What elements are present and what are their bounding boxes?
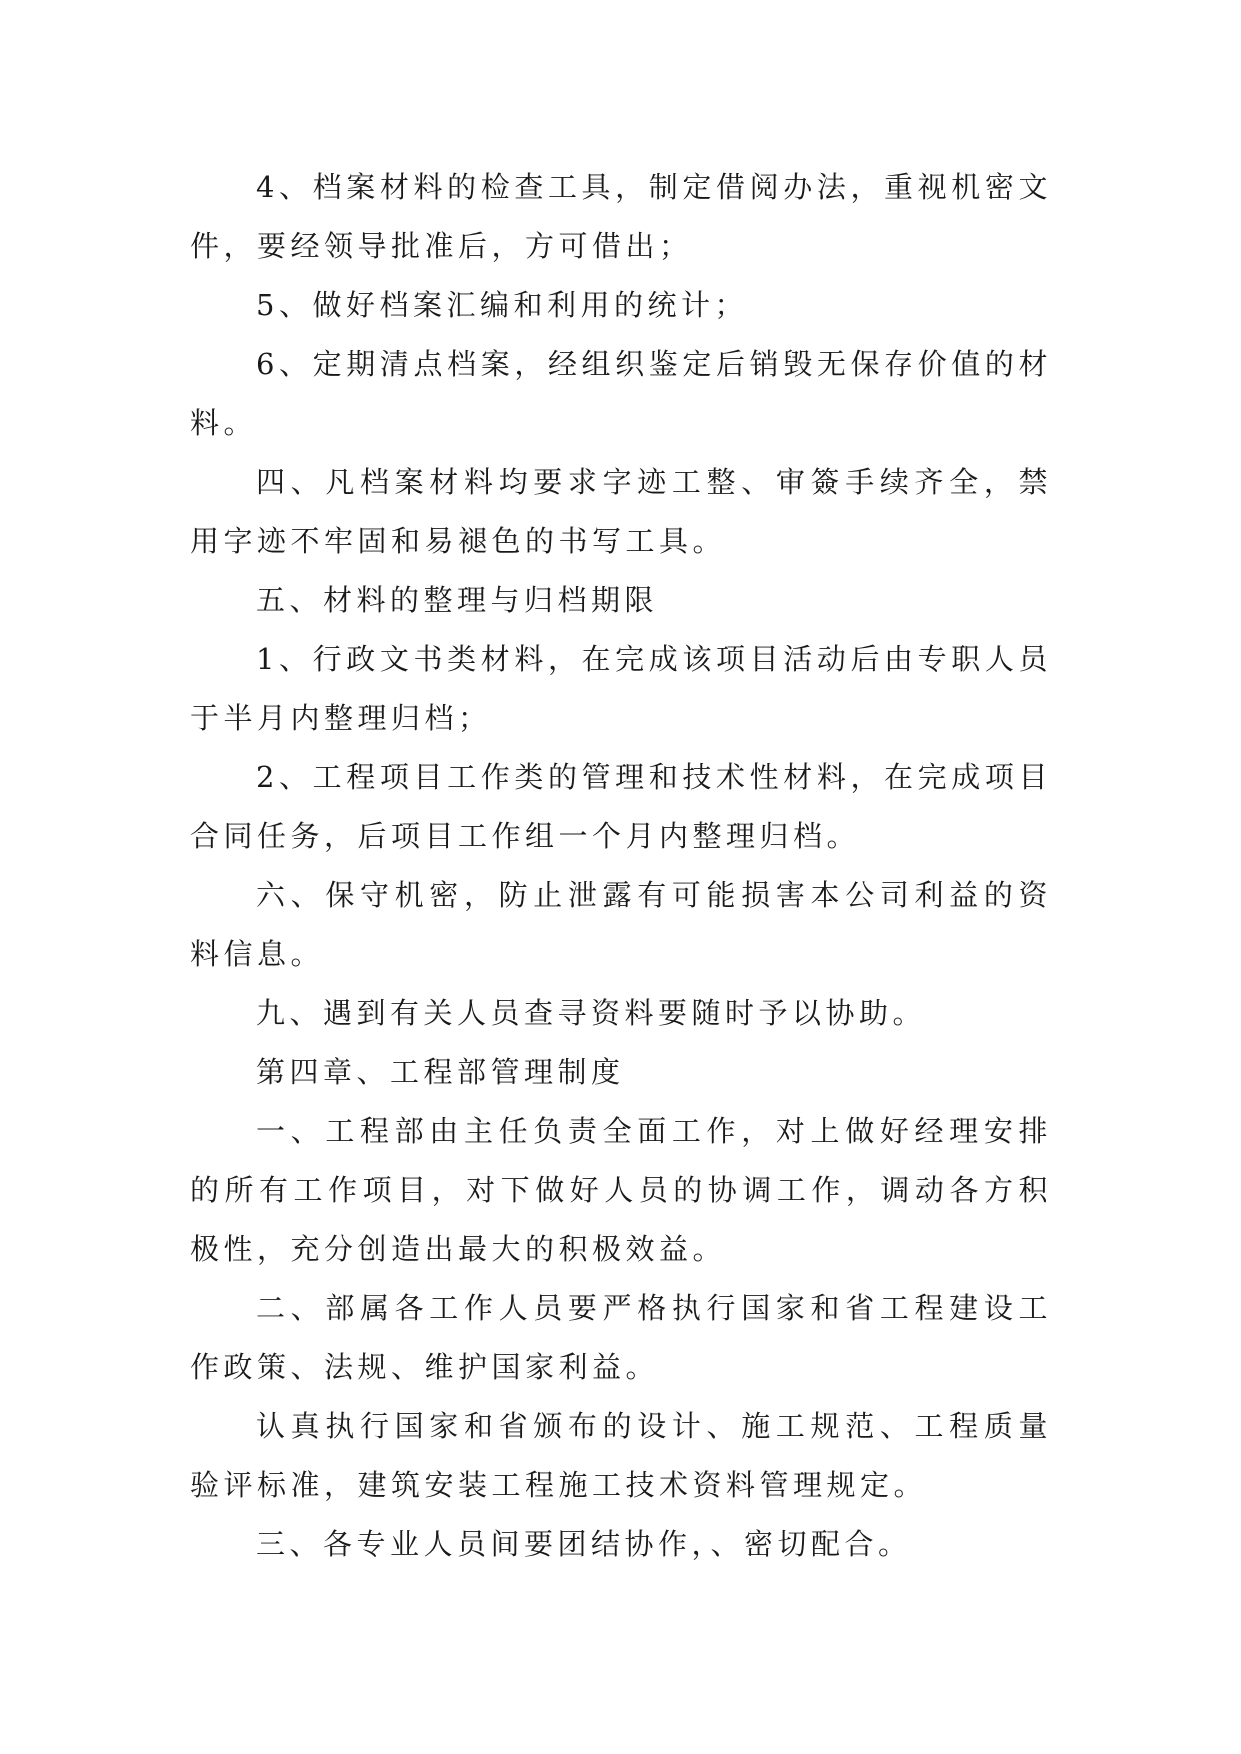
paragraph-archive-statistics: 5、做好档案汇编和利用的统计；	[256, 288, 748, 322]
paragraph-director-duties: 一、工程部由主任负责全面工作，对上做好经理安排的所有工作项目，对下做好人员的协调工作，调动各方积极性，充分创造出最大的积极效益。	[190, 1114, 1052, 1266]
paragraph-admin-documents: 1、行政文书类材料，在完成该项目活动后由专职人员于半月内整理归档；	[190, 642, 1052, 735]
paragraph-staff-compliance: 二、部属各工作人员要严格执行国家和省工程建设工作政策、法规、维护国家利益。	[190, 1291, 1052, 1384]
paragraph-assistance: 九、遇到有关人员查寻资料要随时予以协助。	[256, 996, 927, 1030]
paragraph-handwriting-requirements: 四、凡档案材料均要求字迹工整、审簽手续齐全，禁用字迹不牢固和易褪色的书写工具。	[190, 465, 1052, 558]
paragraph-confidentiality: 六、保守机密，防止泄露有可能损害本公司利益的资料信息。	[190, 878, 1052, 971]
paragraph-archive-inventory: 6、定期清点档案，经组织鉴定后销毁无保存价值的材料。	[190, 347, 1052, 440]
paragraph-cooperation: 三、各专业人员间要团结协作，、密切配合。	[256, 1527, 912, 1561]
paragraph-standards: 认真执行国家和省颁布的设计、施工规范、工程质量验评标准，建筑安装工程施工技术资料管理规定。	[190, 1409, 1052, 1502]
paragraph-project-documents: 2、工程项目工作类的管理和技术性材料，在完成项目合同任务，后项目工作组一个月内整理归档。	[190, 760, 1052, 853]
chapter-heading-engineering-dept: 第四章、工程部管理制度	[256, 1055, 625, 1089]
paragraph-archive-inspection: 4、档案材料的检查工具，制定借阅办法，重视机密文件，要经领导批准后，方可借出；	[190, 170, 1052, 263]
document-body	[190, 158, 1052, 1574]
section-heading-filing-deadline: 五、材料的整理与归档期限	[256, 583, 659, 617]
